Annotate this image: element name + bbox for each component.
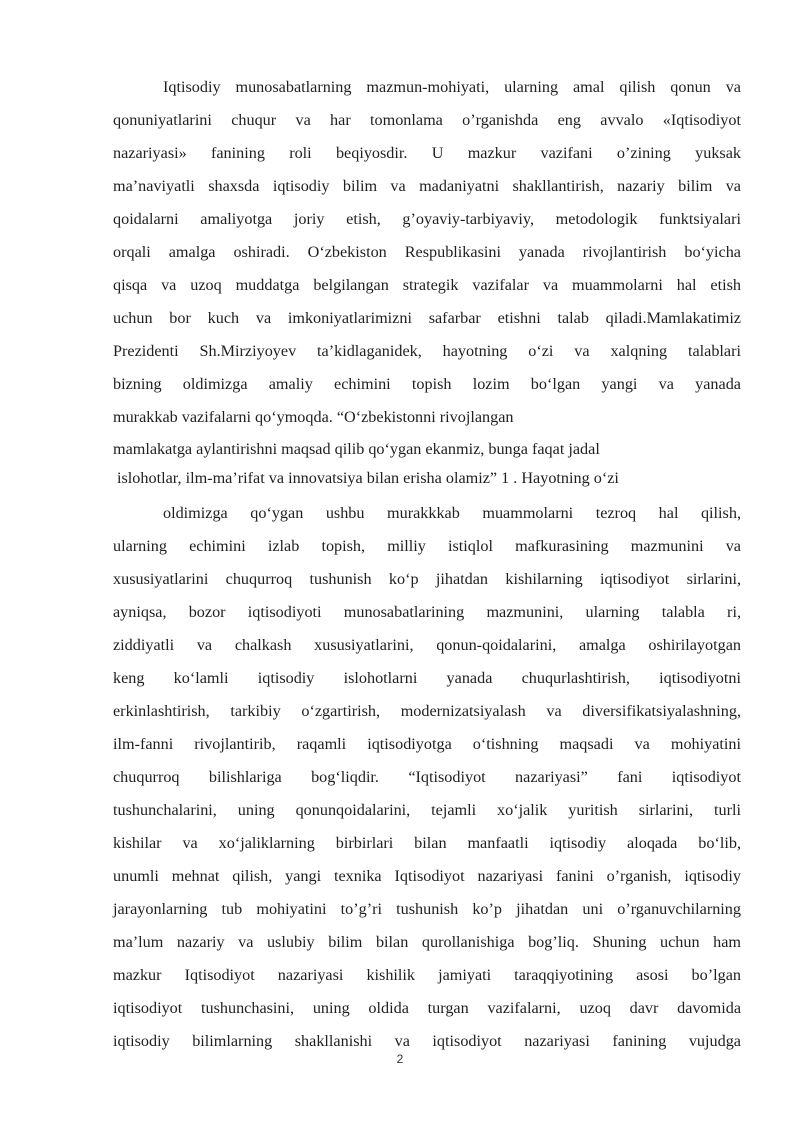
text-line: kishilar va xo‘jaliklarning birbirlari bilan manfaatli iqtisodiy aloqada bo‘lib,	[113, 834, 741, 852]
text-line: murakkab vazifalarni qo‘ymoqda. “O‘zbekistonni rivojlangan	[113, 408, 514, 426]
text-line: erkinlashtirish, tarkibiy o‘zgartirish, modernizatsiyalash va diversifikatsiyalashning,	[113, 702, 741, 720]
page-number: 2	[396, 1052, 404, 1066]
text-line: ma’naviyatli shaxsda iqtisodiy bilim va madaniyatni shakllantirish, nazariy bilim va	[113, 177, 741, 195]
text-line: unumli mehnat qilish, yangi texnika Iqtisodiyot nazariyasi fanini o’rganish, iqtisodiy	[113, 867, 741, 885]
text-line: bizning oldimizga amaliy echimini topish lozim bo‘lgan yangi va yanada	[113, 375, 741, 393]
text-line: mamlakatga aylantirishni maqsad qilib qo‘ygan ekanmiz, bunga faqat jadal	[113, 440, 600, 458]
text-line: uchun bor kuch va imkoniyatlarimizni safarbar etishni talab qiladi.Mamlakatimiz	[113, 309, 741, 327]
text-line: tushunchalarini, uning qonunqoidalarini, tejamli xo‘jalik yuritish sirlarini, turli	[113, 801, 741, 819]
text-line: qisqa va uzoq muddatga belgilangan strategik vazifalar va muammolarni hal etish	[113, 276, 741, 294]
text-line: ilm-fanni rivojlantirib, raqamli iqtisodiyotga o‘tishning maqsadi va mohiyatini	[113, 735, 741, 753]
text-line: keng ko‘lamli iqtisodiy islohotlarni yanada chuqurlashtirish, iqtisodiyotni	[113, 669, 741, 687]
text-line: jarayonlarning tub mohiyatini to’g’ri tushunish ko’p jihatdan uni o’rganuvchilarning	[113, 900, 741, 918]
text-line: nazariyasi» fanining roli beqiyosdir. U mazkur vazifani o’zining yuksak	[113, 144, 741, 162]
text-line: ularning echimini izlab topish, milliy istiqlol mafkurasining mazmunini va	[113, 537, 741, 555]
text-line: ma’lum nazariy va uslubiy bilim bilan qurollanishiga bog’liq. Shuning uchun ham	[113, 933, 741, 951]
text-line: mazkur Iqtisodiyot nazariyasi kishilik jamiyati taraqqiyotining asosi bo’lgan	[113, 966, 741, 984]
text-line: iqtisodiyot tushunchasini, uning oldida turgan vazifalarni, uzoq davr davomida	[113, 999, 741, 1017]
text-line: ziddiyatli va chalkash xususiyatlarini, qonun-qoidalarini, amalga oshirilayotgan	[113, 636, 741, 654]
text-line: Prezidenti Sh.Mirziyoyev ta’kidlaganidek, hayotning o‘zi va xalqning talablari	[113, 342, 741, 360]
text-line: chuqurroq bilishlariga bog‘liqdir. “Iqtisodiyot nazariyasi” fani iqtisodiyot	[113, 768, 741, 786]
text-line: iqtisodiy bilimlarning shakllanishi va iqtisodiyot nazariyasi fanining vujudga	[113, 1032, 741, 1050]
text-line: qoidalarni amaliyotga joriy etish, g’oyaviy-tarbiyaviy, metodologik funktsiyalari	[113, 210, 741, 228]
text-line: qonuniyatlarini chuqur va har tomonlama o’rganishda eng avvalo «Iqtisodiyot	[113, 111, 741, 129]
text-line: orqali amalga oshiradi. O‘zbekiston Respublikasini yanada rivojlantirish bo‘yicha	[113, 243, 741, 261]
text-line: Iqtisodiy munosabatlarning mazmun-mohiyati, ularning amal qilish qonun va	[163, 78, 741, 96]
text-line: islohotlar, ilm-ma’rifat va innovatsiya bilan erisha olamiz” 1 . Hayotning o‘zi	[117, 469, 619, 487]
text-line: oldimizga qo‘ygan ushbu murakkkab muammolarni tezroq hal qilish,	[163, 504, 741, 522]
text-line: ayniqsa, bozor iqtisodiyoti munosabatlarining mazmunini, ularning talabla ri,	[113, 603, 741, 621]
text-line: xususiyatlarini chuqurroq tushunish ko‘p jihatdan kishilarning iqtisodiyot sirlarini,	[113, 570, 741, 588]
